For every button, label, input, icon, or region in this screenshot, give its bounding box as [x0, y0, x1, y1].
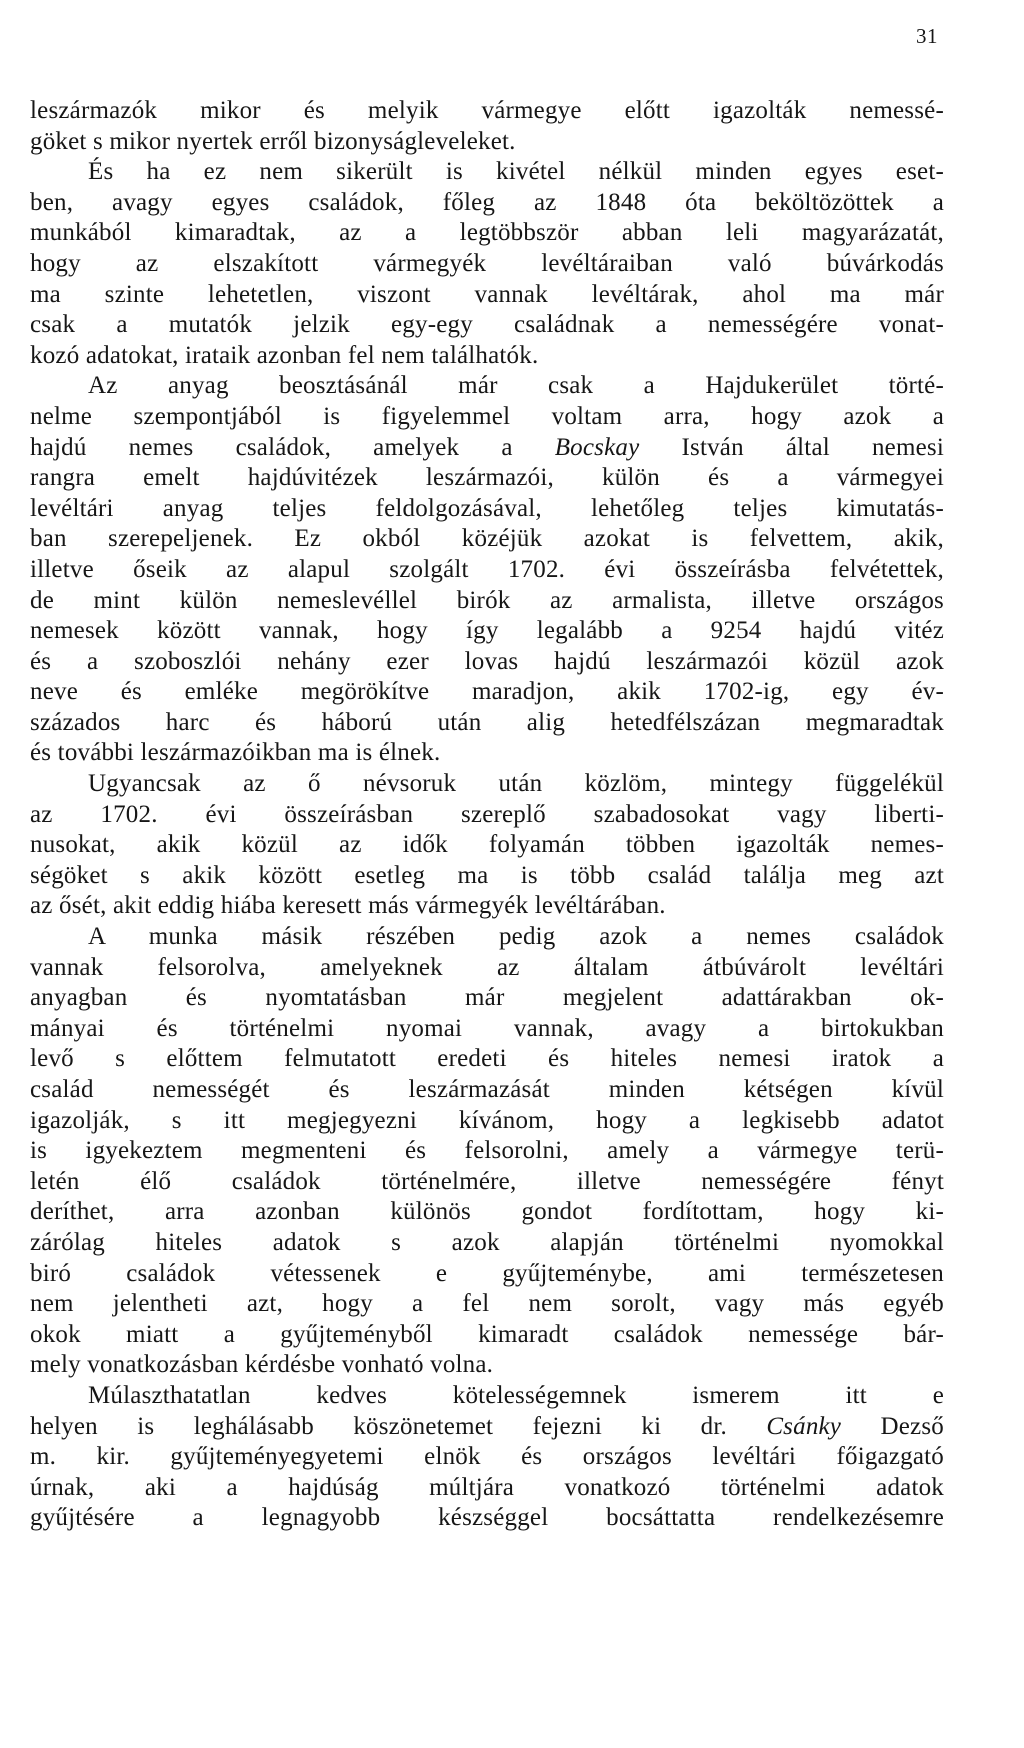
text-line: letén élő családok történelmére, illetve nemességére fényt — [30, 1167, 944, 1195]
text-line: ban szerepeljenek. Ez okból közéjük azokat is felvettem, akik, — [30, 525, 944, 553]
text-line: Múlaszthatatlan kedves kötelességemnek ismerem itt e — [88, 1381, 944, 1409]
text-line: csak a mutatók jelzik egy-egy családnak a nemességére vonat- — [30, 311, 944, 339]
text-line: és a szoboszlói nehány ezer lovas hajdú leszármazói közül azok — [30, 647, 944, 675]
text-line: is igyekeztem megmenteni és felsorolni, amely a vármegye terü- — [30, 1137, 944, 1165]
italic-name: Csánky — [766, 1412, 842, 1440]
text-line: kozó adatokat, irataik azonban fel nem találhatók. — [30, 341, 539, 369]
text-line — [30, 1412, 944, 1443]
text-line: család nemességét és leszármazását minden kétségen kívül — [30, 1076, 944, 1103]
text-line: mányai és történelmi nyomai vannak, avagy a birtokukban — [30, 1014, 944, 1042]
text-line-segment: István által nemesi — [639, 433, 944, 461]
text-line-segment: helyen is leghálásabb köszönetemet fejezni ki dr. — [30, 1412, 767, 1440]
text-line: ma szinte lehetetlen, viszont vannak levéltárak, ahol ma már — [30, 280, 944, 308]
text-line: leszármazók mikor és melyik vármegye előtt igazolták nemessé- — [30, 97, 944, 124]
text-line: És ha ez nem sikerült is kivétel nélkül minden egyes eset- — [88, 158, 944, 186]
body-text — [30, 96, 944, 1534]
text-line: Az anyag beosztásánál már csak a Hajdukerület törté- — [88, 372, 944, 400]
text-line: százados harc és háború után alig hetedfélszázan megmaradtak — [30, 708, 944, 736]
text-line: az 1702. évi összeírásban szereplő szabadosokat vagy liberti- — [30, 800, 944, 828]
text-line: az ősét, akit eddig hiába keresett más vármegyék levéltárában. — [30, 892, 666, 920]
text-line: ben, avagy egyes családok, főleg az 1848 óta beköltözöttek a — [30, 188, 944, 216]
page-number: 31 — [916, 24, 938, 48]
text-line: ségöket s akik között esetleg ma is több család találja meg azt — [30, 861, 944, 889]
text-line: Ugyancsak az ő névsoruk után közlöm, mintegy függelékül — [88, 770, 944, 798]
text-line: nem jelentheti azt, hogy a fel nem sorolt, vagy más egyéb — [30, 1290, 944, 1318]
text-line: nelme szempontjából is figyelemmel voltam arra, hogy azok a — [30, 402, 944, 430]
text-line: vannak felsorolva, amelyeknek az általam átbúvárolt levéltári — [30, 953, 944, 981]
text-line: levéltári anyag teljes feldolgozásával, lehetőleg teljes kimutatás- — [30, 494, 944, 522]
italic-name: Bocskay — [554, 433, 640, 461]
text-line: okok miatt a gyűjteményből kimaradt családok nemessége bár- — [30, 1320, 944, 1348]
text-line: zárólag hiteles adatok s azok alapján történelmi nyomokkal — [30, 1228, 944, 1256]
text-line: nemesek között vannak, hogy így legalább a 9254 hajdú vitéz — [30, 617, 944, 645]
text-line — [30, 433, 944, 464]
text-line: igazolják, s itt megjegyezni kívánom, hogy a legkisebb adatot — [30, 1106, 944, 1134]
text-line-segment: hajdú nemes családok, amelyek a — [30, 433, 555, 461]
text-line: biró családok vétessenek e gyűjteménybe, ami természetesen — [30, 1259, 944, 1287]
text-line: mely vonatkozásban kérdésbe vonható volna. — [30, 1351, 494, 1379]
text-line: A munka másik részében pedig azok a nemes családok — [88, 923, 944, 951]
text-line: nusokat, akik közül az idők folyamán többen igazolták nemes- — [30, 831, 944, 859]
text-line: göket s mikor nyertek erről bizonyságleveleket. — [30, 127, 516, 155]
text-line: illetve őseik az alapul szolgált 1702. évi összeírásba felvétettek, — [30, 555, 944, 583]
text-line: deríthet, arra azonban különös gondot fordítottam, hogy ki- — [30, 1198, 944, 1226]
text-line: m. kir. gyűjteményegyetemi elnök és országos levéltári főigazgató — [30, 1443, 944, 1471]
text-line: rangra emelt hajdúvitézek leszármazói, külön és a vármegyei — [30, 464, 944, 492]
text-line: gyűjtésére a legnagyobb készséggel bocsáttatta rendelkezésemre — [30, 1504, 944, 1532]
text-line: hogy az elszakított vármegyék levéltáraiban való búvárkodás — [30, 249, 944, 277]
text-line-segment: Dezső — [841, 1412, 944, 1440]
text-line: levő s előttem felmutatott eredeti és hiteles nemesi iratok a — [30, 1045, 944, 1073]
text-line: neve és emléke megörökítve maradjon, akik 1702-ig, egy év- — [30, 678, 944, 706]
text-line: munkából kimaradtak, az a legtöbbször abban leli magyarázatát, — [30, 219, 944, 247]
text-line: anyagban és nyomtatásban már megjelent adattárakban ok- — [30, 984, 944, 1012]
text-line: de mint külön nemeslevéllel birók az armalista, illetve országos — [30, 586, 944, 614]
text-line: úrnak, aki a hajdúság múltjára vonatkozó történelmi adatok — [30, 1473, 944, 1501]
text-line: és további leszármazóikban ma is élnek. — [30, 739, 441, 767]
